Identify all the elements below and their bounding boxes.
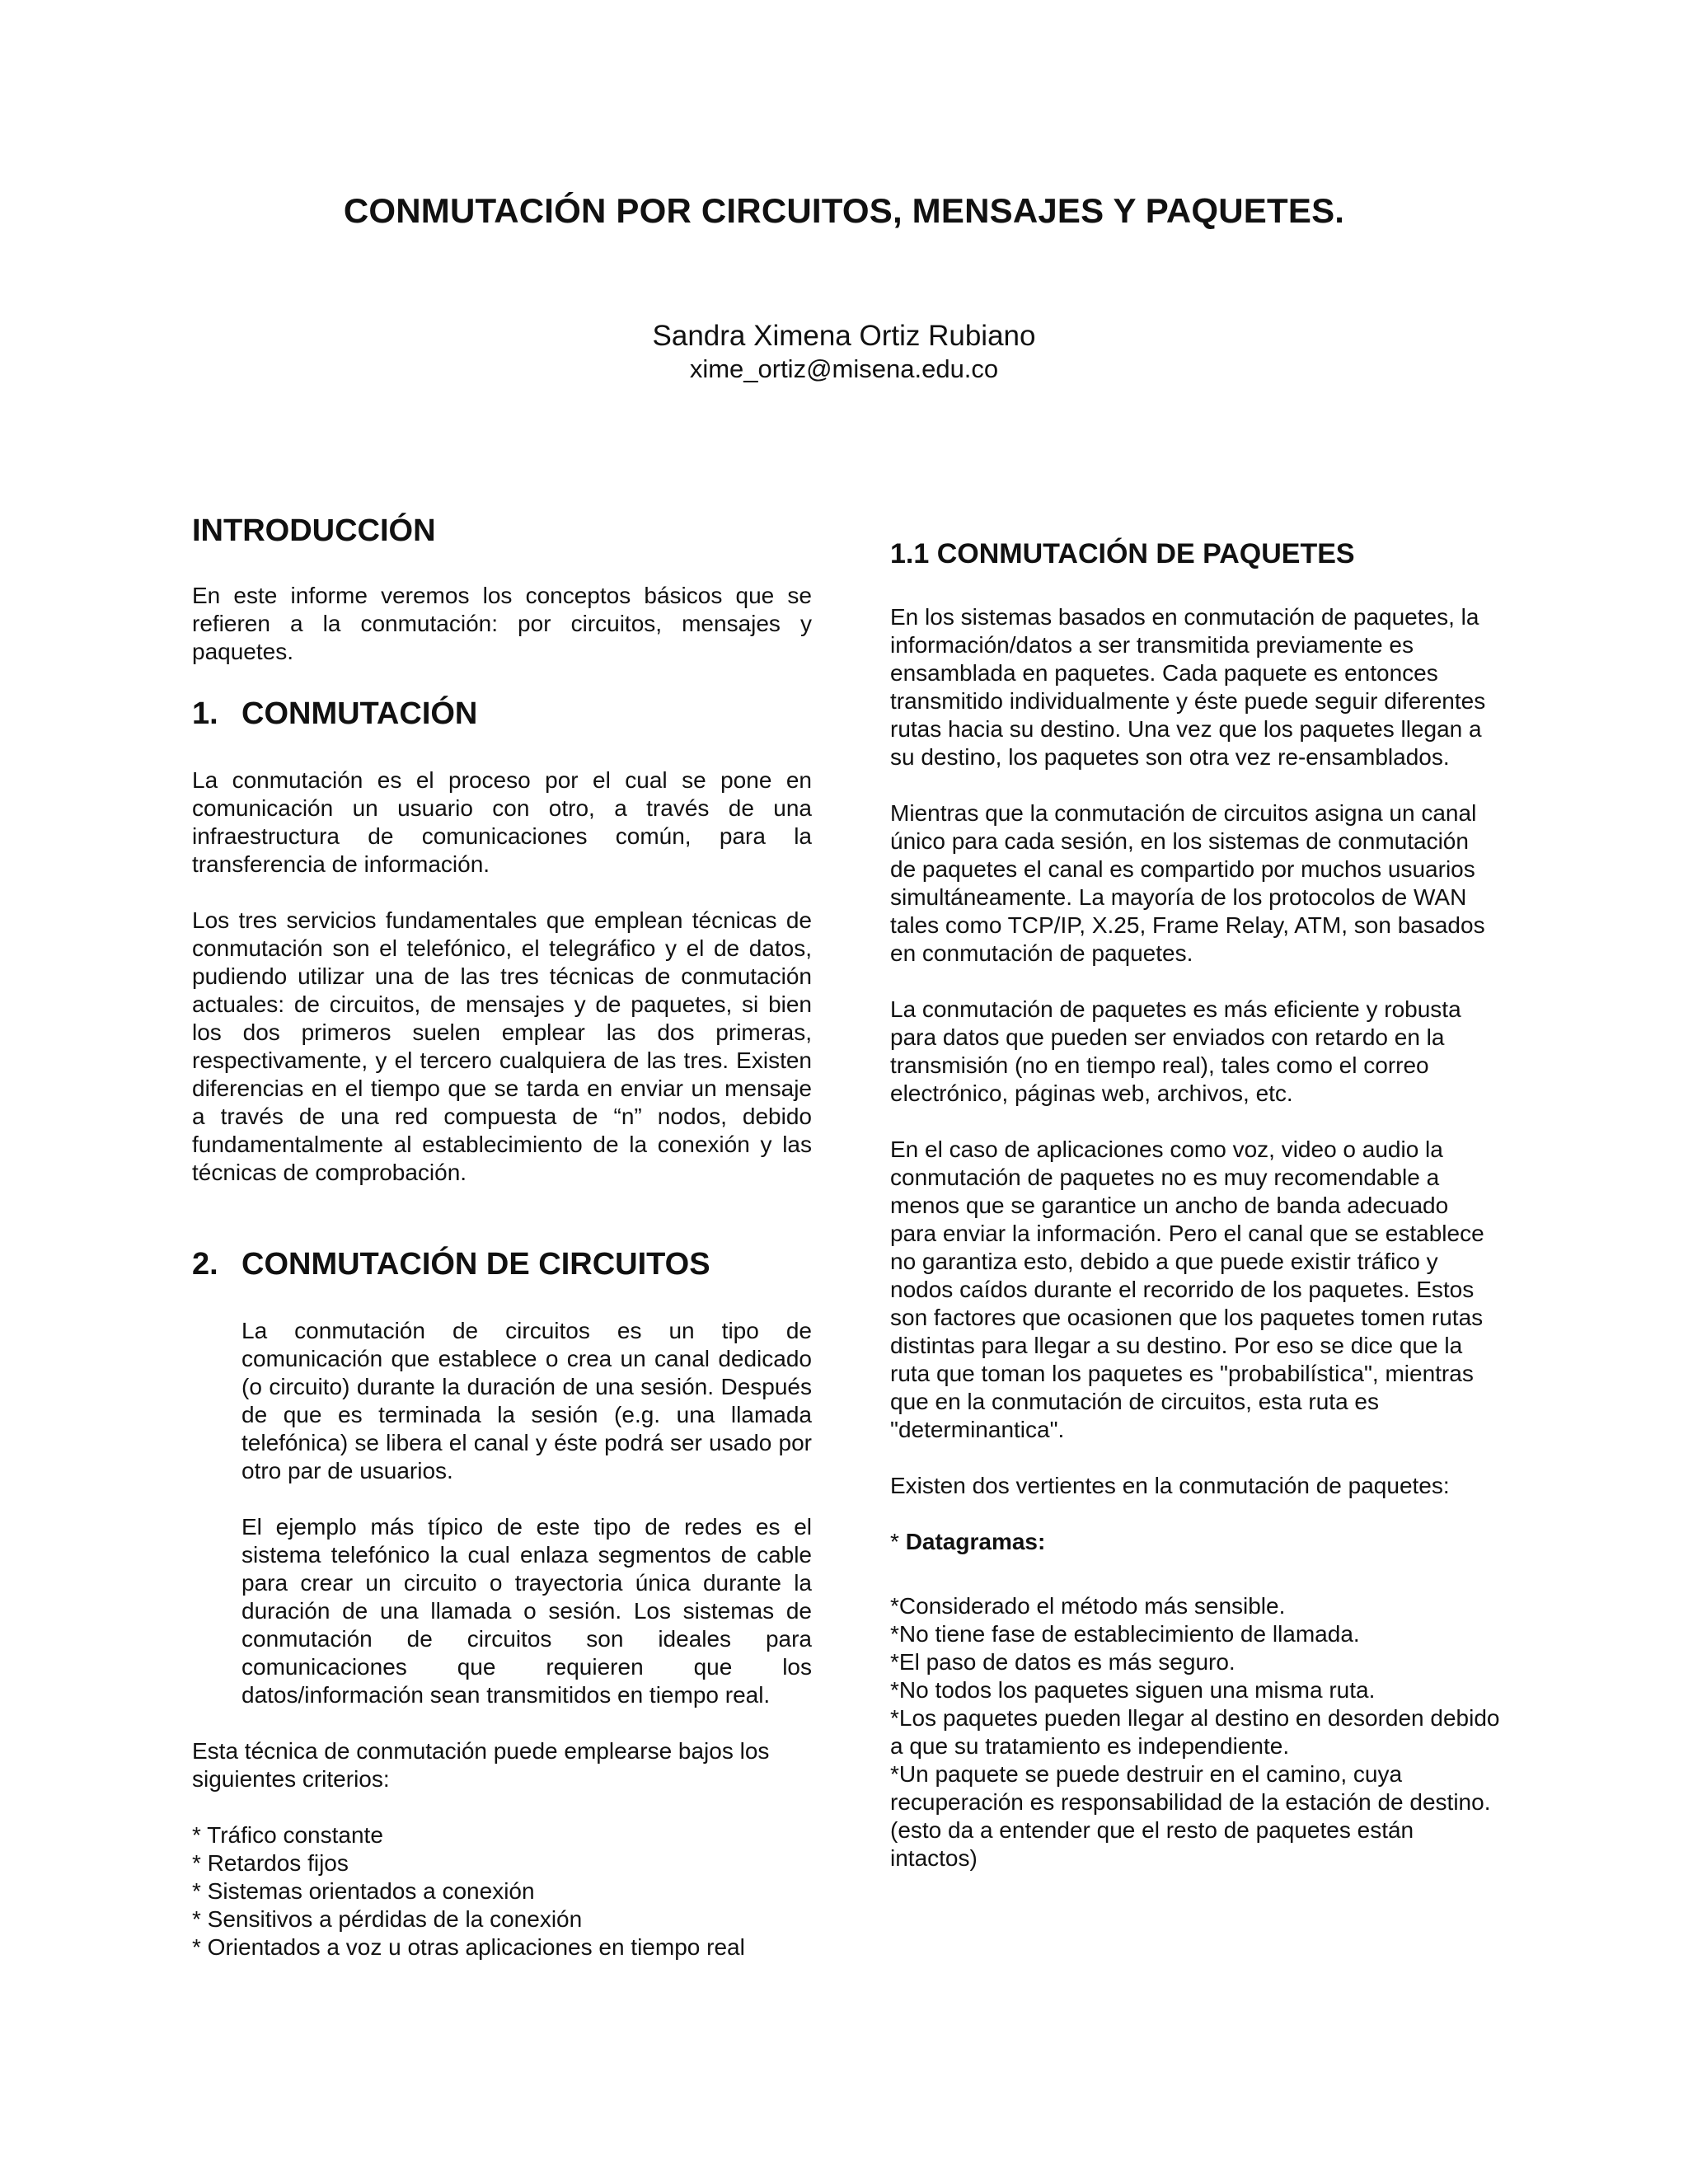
section11-paragraph-5: Existen dos vertientes en la conmutación de paquetes: <box>890 1473 1450 1498</box>
list-item: * Sensitivos a pérdidas de la conexión <box>192 1906 583 1932</box>
section1-number: 1. <box>192 696 218 731</box>
section11-paragraph-4: En el caso de aplicaciones como voz, video o audio la conmutación de paquetes no es muy recomendable a menos que se garantice un ancho de banda adecuado para enviar la información. Pero el canal que se establece no garantiza esto, debido a que puede existir tráfico y nodos caídos durante el recorrido de los paquetes. Estos son factores que ocasionen que los paquetes tomen rutas distintas para llegar a su destino. Por eso se dice que la ruta que toman los paquetes es "probabilística", mientras que en la conmutación de circuitos, esta ruta es "determinantica". <box>890 1137 1484 1442</box>
intro-text: En este informe veremos los conceptos básicos que se refieren a la conmutación: por circuitos, mensajes y paquetes. <box>192 583 812 664</box>
section2-number: 2. <box>192 1247 218 1282</box>
datagram-list <box>890 1592 1500 1872</box>
list-item: * Tráfico constante <box>192 1822 383 1848</box>
section2-title: CONMUTACIÓN DE CIRCUITOS <box>241 1247 710 1282</box>
section2-paragraph-3: Esta técnica de conmutación puede emplearse bajos los siguientes criterios: <box>192 1738 770 1792</box>
intro-heading: INTRODUCCIÓN <box>192 513 436 548</box>
datagram-heading <box>890 1528 1500 1556</box>
section1-paragraph-2: Los tres servicios fundamentales que emplean técnicas de conmutación son el telefónico, el telegráfico y el de datos, pudiendo utilizar una de las tres técnicas de conmutación actuales: de circuitos, de mensajes y de paquetes, si bien los dos primeros suelen emplear las dos primeras, respectivamente, y el tercero cualquiera de las tres. Existen diferencias en el tiempo que se tarda en enviar un mensaje a través de una red compuesta de “n” nodos, debido fundamentalmente al establecimiento de la conexión y las técnicas de comprobación. <box>192 907 812 1185</box>
list-item: *El paso de datos es más seguro. <box>890 1649 1236 1675</box>
list-item: * Sistemas orientados a conexión <box>192 1878 535 1904</box>
section2-paragraph-1: La conmutación de circuitos es un tipo de comunicación que establece o crea un canal dedicado (o circuito) durante la duración de una sesión. Después de que es terminada la sesión (e.g. una llamada telefónica) se libera el canal y éste podrá ser usado por otro par de usuarios. <box>241 1318 812 1483</box>
list-item: *No tiene fase de establecimiento de llamada. <box>890 1621 1360 1647</box>
criteria-list <box>192 1821 812 1961</box>
list-item: * Retardos fijos <box>192 1850 349 1876</box>
datagram-label: Datagramas: <box>905 1529 1046 1554</box>
author-name: Sandra Ximena Ortiz Rubiano <box>652 320 1036 352</box>
left-column <box>192 511 812 1961</box>
list-item: *No todos los paquetes siguen una misma ruta. <box>890 1677 1376 1703</box>
datagram-prefix: * <box>890 1529 906 1554</box>
section2-paragraph-2: El ejemplo más típico de este tipo de redes es el sistema telefónico la cual enlaza segmentos de cable para crear un circuito o trayectoria única durante la duración de una llamada o sesión. Los sistemas de conmutación de circuitos son ideales para comunicaciones que requieren que los datos/información sean transmitidos en tiempo real. <box>241 1514 812 1708</box>
section11-heading: 1.1 CONMUTACIÓN DE PAQUETES <box>890 538 1355 569</box>
list-item: *Un paquete se puede destruir en el camino, cuya recuperación es responsabilidad de la estación de destino.(esto da a entender que el resto de paquetes están intactos) <box>890 1761 1491 1871</box>
list-item: *Considerado el método más sensible. <box>890 1593 1286 1619</box>
author-email: xime_ortiz@misena.edu.co <box>689 354 999 383</box>
section11-paragraph-1: En los sistemas basados en conmutación de paquetes, la información/datos a ser transmitida previamente es ensamblada en paquetes. Cada paquete es entonces transmitido individualmente y éste puede seguir diferentes rutas hacia su destino. Una vez que los paquetes llegan a su destino, los paquetes son otra vez re-ensamblados. <box>890 604 1486 770</box>
list-item: * Orientados a voz u otras aplicaciones en tiempo real <box>192 1934 745 1960</box>
section1-paragraph-1: La conmutación es el proceso por el cual se pone en comunicación un usuario con otro, a través de una infraestructura de comunicaciones común, para la transferencia de información. <box>192 767 812 877</box>
paper-title: CONMUTACIÓN POR CIRCUITOS, MENSAJES Y PAQUETES. <box>343 191 1345 230</box>
list-item: *Los paquetes pueden llegar al destino en desorden debido a que su tratamiento es independiente. <box>890 1705 1500 1759</box>
section2-heading <box>192 1244 812 1284</box>
section1-title: CONMUTACIÓN <box>241 696 478 731</box>
section11-paragraph-2: Mientras que la conmutación de circuitos asigna un canal único para cada sesión, en los sistemas de conmutación de paquetes el canal es compartido por muchos usuarios simultáneamente. La mayoría de los protocolos de WAN tales como TCP/IP, X.25, Frame Relay, ATM, son basados en conmutación de paquetes. <box>890 800 1485 966</box>
section1-heading <box>192 694 812 733</box>
right-column <box>890 536 1500 1872</box>
section11-paragraph-3: La conmutación de paquetes es más eficiente y robusta para datos que pueden ser enviados con retardo en la transmisión (no en tiempo real), tales como el correo electrónico, páginas web, archivos, etc. <box>890 996 1461 1106</box>
